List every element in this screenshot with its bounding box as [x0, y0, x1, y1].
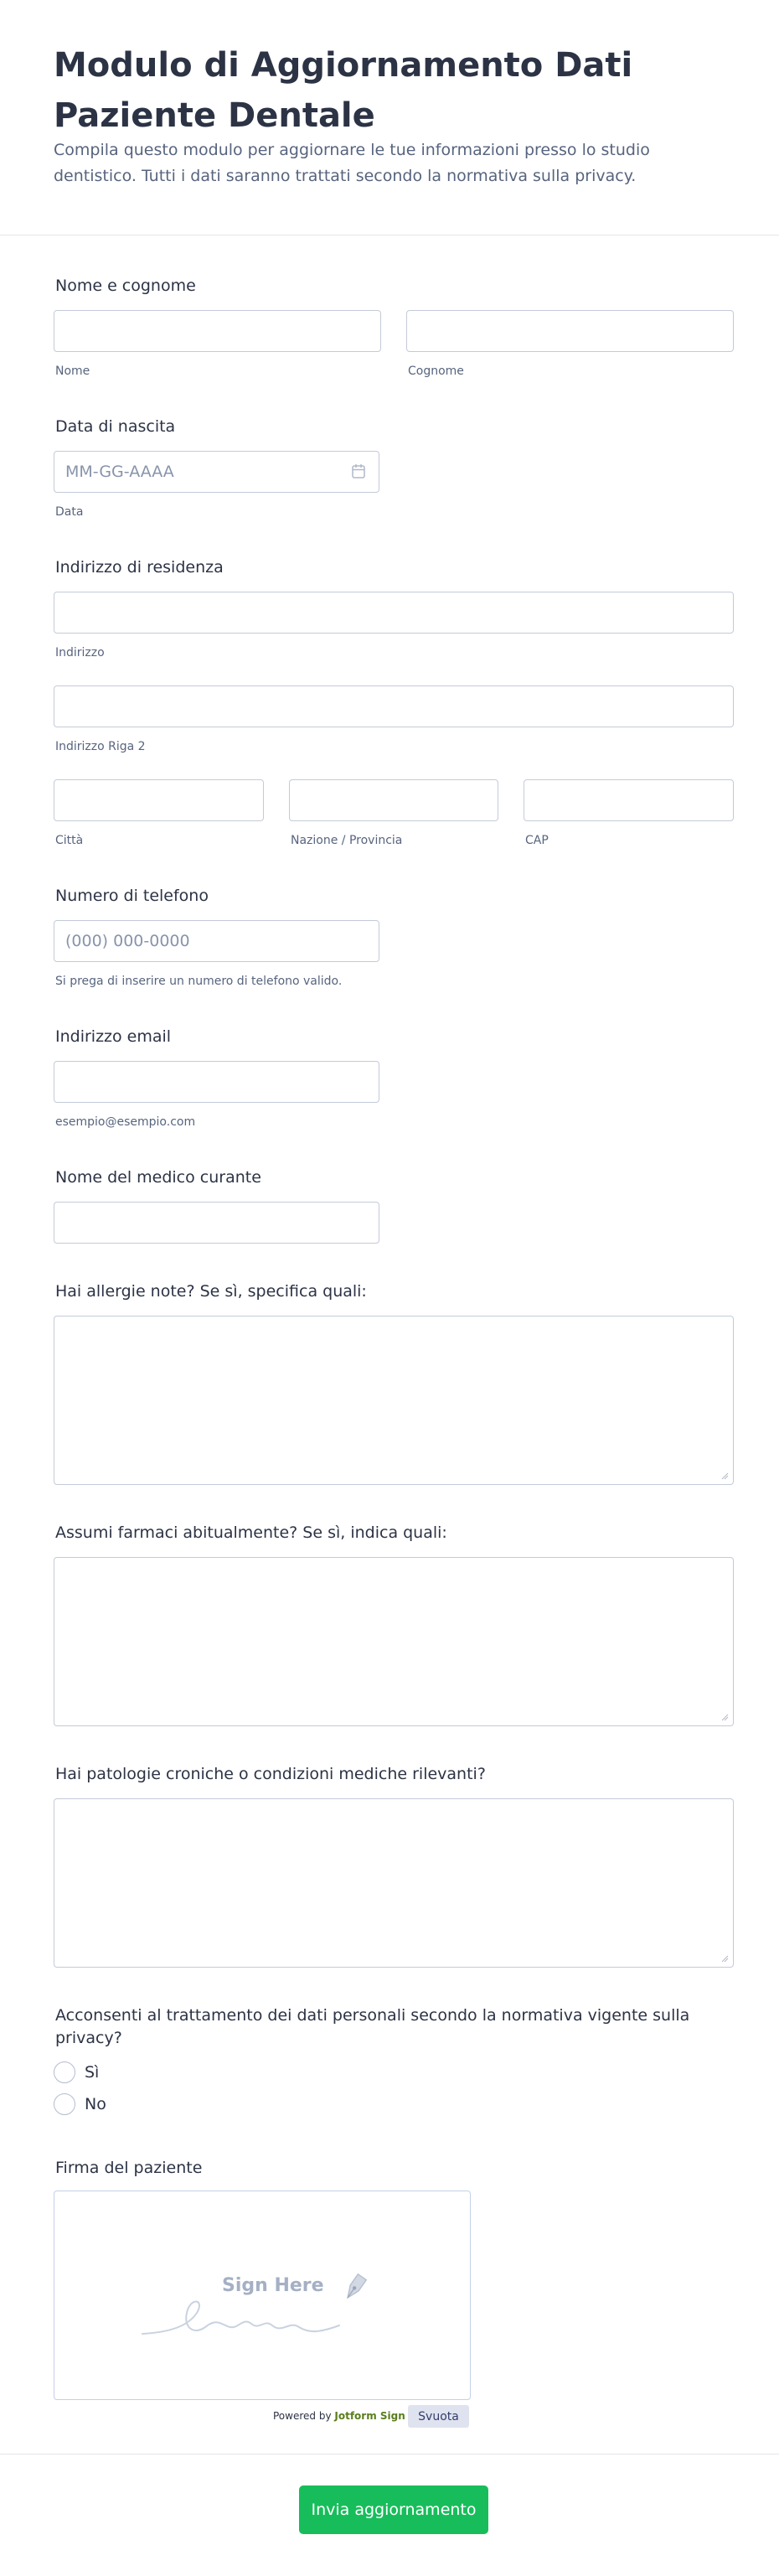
- medications-label: Assumi farmaci abitualmente? Se sì, indica quali:: [55, 1523, 447, 1542]
- email-input[interactable]: [54, 1061, 379, 1103]
- email-sublabel: esempio@esempio.com: [55, 1115, 196, 1129]
- address-line1-input[interactable]: [54, 592, 734, 634]
- powered-by: [273, 2410, 405, 2422]
- zip-input[interactable]: [524, 779, 734, 821]
- first-name-sublabel: Nome: [55, 365, 90, 378]
- zip-sublabel: CAP: [525, 834, 549, 847]
- clear-signature-button[interactable]: Svuota: [408, 2405, 469, 2428]
- phone-label: Numero di telefono: [55, 887, 209, 905]
- state-input[interactable]: [289, 779, 498, 821]
- conditions-textarea[interactable]: [54, 1798, 734, 1968]
- birthdate-input[interactable]: [54, 451, 379, 493]
- powered-prefix: Powered by: [273, 2410, 332, 2422]
- address-label: Indirizzo di residenza: [55, 558, 224, 577]
- address-line2-input[interactable]: [54, 685, 734, 727]
- state-sublabel: Nazione / Provincia: [291, 834, 403, 847]
- resize-grip-icon[interactable]: [720, 1713, 729, 1721]
- medications-textarea[interactable]: [54, 1557, 734, 1726]
- phone-sublabel: Si prega di inserire un numero di telefono valido.: [55, 975, 343, 988]
- signature-label: Firma del paziente: [55, 2159, 203, 2177]
- birthdate-sublabel: Data: [55, 505, 84, 519]
- allergies-label: Hai allergie note? Se sì, specifica quali:: [55, 1282, 367, 1301]
- address-line2-sublabel: Indirizzo Riga 2: [55, 740, 146, 753]
- page-title: Modulo di Aggiornamento Dati Paziente Dentale: [54, 46, 633, 135]
- email-label: Indirizzo email: [55, 1027, 172, 1046]
- consent-option-yes-label[interactable]: Sì: [85, 2063, 100, 2082]
- consent-option-no-label[interactable]: No: [85, 2095, 106, 2113]
- resize-grip-icon[interactable]: [720, 1472, 729, 1480]
- first-name-input[interactable]: [54, 310, 381, 352]
- address-line1-sublabel: Indirizzo: [55, 646, 105, 660]
- doctor-input[interactable]: [54, 1202, 379, 1244]
- phone-input[interactable]: [54, 920, 379, 962]
- consent-radio-yes[interactable]: [54, 2061, 75, 2083]
- last-name-sublabel: Cognome: [408, 365, 464, 378]
- calendar-icon[interactable]: [352, 463, 365, 478]
- consent-radio-no[interactable]: [54, 2093, 75, 2115]
- birthdate-label: Data di nascita: [55, 417, 176, 436]
- page-subtitle: Compila questo modulo per aggiornare le tue informazioni presso lo studio dentistico. Tutti i dati saranno trattati secondo la normativa sulla privacy.: [54, 141, 650, 185]
- pen-icon: [335, 2271, 372, 2308]
- signature-pad[interactable]: [54, 2191, 471, 2400]
- name-label: Nome e cognome: [55, 277, 196, 295]
- last-name-input[interactable]: [406, 310, 734, 352]
- signature-placeholder: Sign Here: [222, 2275, 324, 2296]
- doctor-label: Nome del medico curante: [55, 1168, 261, 1187]
- submit-button[interactable]: Invia aggiornamento: [299, 2485, 488, 2534]
- resize-grip-icon[interactable]: [720, 1954, 729, 1963]
- city-input[interactable]: [54, 779, 264, 821]
- conditions-label: Hai patologie croniche o condizioni mediche rilevanti?: [55, 1765, 486, 1783]
- consent-label: Acconsenti al trattamento dei dati personali secondo la normativa vigente sulla privacy?: [55, 2006, 690, 2047]
- city-sublabel: Città: [55, 834, 84, 847]
- allergies-textarea[interactable]: [54, 1316, 734, 1485]
- powered-brand[interactable]: Jotform Sign: [334, 2410, 405, 2422]
